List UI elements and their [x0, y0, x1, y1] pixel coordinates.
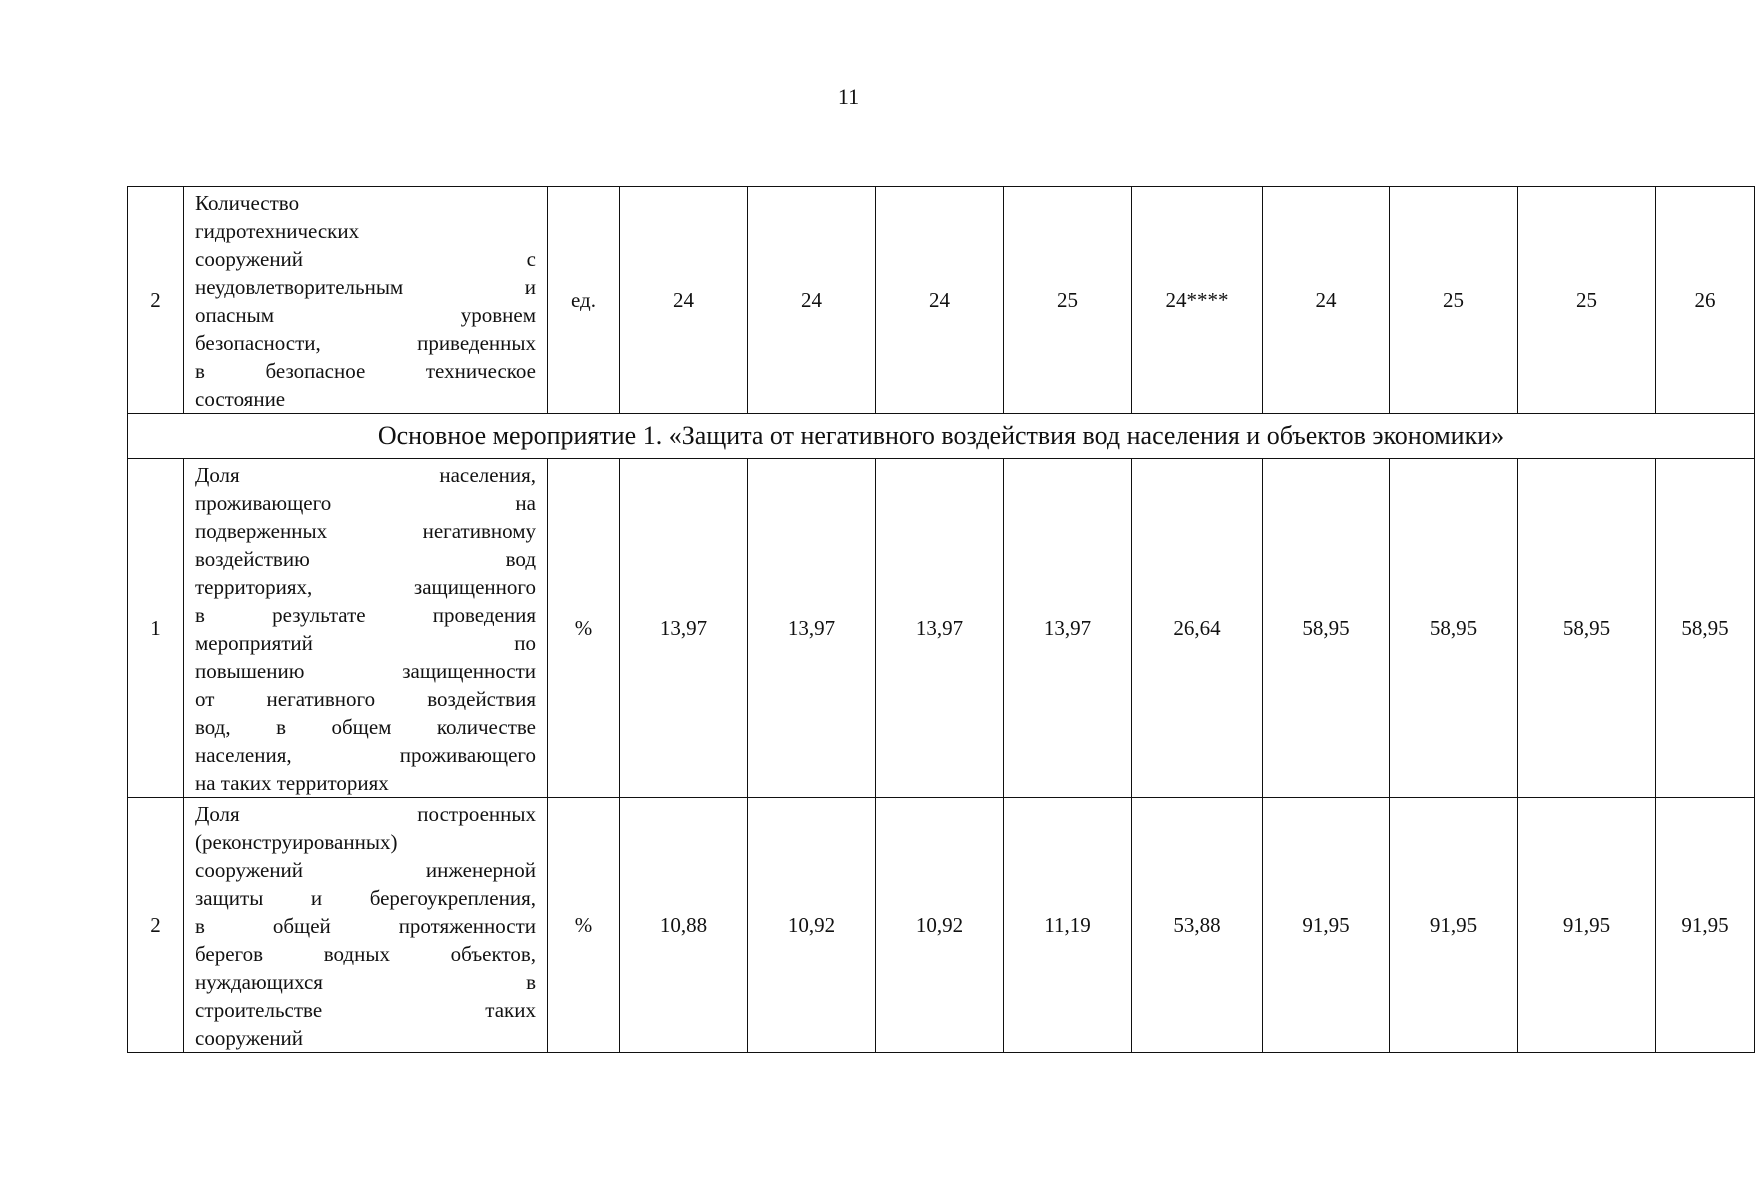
value-cell: 24 — [876, 187, 1004, 414]
description-line: воздействию вод — [195, 547, 536, 571]
description-line: безопасности, приведенных — [195, 331, 536, 355]
value-cell: 91,95 — [1518, 798, 1656, 1053]
unit-cell: ед. — [548, 187, 620, 414]
row-number: 2 — [128, 187, 184, 414]
table-row — [128, 798, 1755, 1053]
description-line: в общей протяженности — [195, 914, 536, 938]
value-cell: 13,97 — [876, 459, 1004, 798]
value-cell: 13,97 — [620, 459, 748, 798]
indicator-description — [184, 459, 548, 798]
description-line: сооружений инженерной — [195, 858, 536, 882]
value-cell: 10,92 — [876, 798, 1004, 1053]
value-cell: 13,97 — [1004, 459, 1132, 798]
value-cell: 13,97 — [748, 459, 876, 798]
description-line: от негативного воздействия — [195, 687, 536, 711]
section-row — [128, 414, 1755, 459]
page-number: 11 — [837, 84, 860, 109]
description-line: проживающего на — [195, 491, 536, 515]
description-line: защиты и берегоукрепления, — [195, 886, 536, 910]
value-cell: 24 — [1263, 187, 1390, 414]
value-cell: 25 — [1518, 187, 1656, 414]
description-line: мероприятий по — [195, 631, 536, 655]
description-line: территориях, защищенного — [195, 575, 536, 599]
description-line: подверженных негативному — [195, 519, 536, 543]
description-line: населения, проживающего — [195, 743, 536, 767]
row-number: 1 — [128, 459, 184, 798]
value-cell: 25 — [1390, 187, 1518, 414]
unit-cell: % — [548, 459, 620, 798]
value-cell: 25 — [1004, 187, 1132, 414]
section-title: Основное мероприятие 1. «Защита от негативного воздействия вод населения и объектов экономики» — [128, 414, 1755, 459]
description-line: строительстве таких — [195, 998, 536, 1022]
description-line: в результате проведения — [195, 603, 536, 627]
description-line: в безопасное техническое — [195, 359, 536, 383]
description-line: Количество — [195, 191, 300, 215]
value-cell: 91,95 — [1656, 798, 1755, 1053]
indicator-description — [184, 798, 548, 1053]
value-cell: 53,88 — [1132, 798, 1263, 1053]
description-line: повышению защищенности — [195, 659, 536, 683]
indicator-description — [184, 187, 548, 414]
description-line: сооружений с — [195, 247, 536, 271]
value-cell: 24 — [748, 187, 876, 414]
description-line: состояние — [195, 387, 286, 411]
description-line: сооружений — [195, 1026, 304, 1050]
description-line: вод, в общем количестве — [195, 715, 536, 739]
description-line: неудовлетворительным и — [195, 275, 536, 299]
indicators-table — [127, 186, 1755, 1053]
description-line: (реконструированных) — [195, 830, 398, 854]
value-cell: 11,19 — [1004, 798, 1132, 1053]
table-row — [128, 187, 1755, 414]
row-number: 2 — [128, 798, 184, 1053]
value-cell: 26,64 — [1132, 459, 1263, 798]
value-cell: 10,92 — [748, 798, 876, 1053]
description-line: на таких территориях — [195, 771, 389, 795]
value-cell: 91,95 — [1390, 798, 1518, 1053]
value-cell: 26 — [1656, 187, 1755, 414]
table-row — [128, 459, 1755, 798]
description-line: берегов водных объектов, — [195, 942, 536, 966]
unit-cell: % — [548, 798, 620, 1053]
description-line: Доля населения, — [195, 463, 536, 487]
value-cell: 58,95 — [1518, 459, 1656, 798]
value-cell: 24 — [620, 187, 748, 414]
value-cell: 24**** — [1132, 187, 1263, 414]
description-line: Доля построенных — [195, 802, 536, 826]
description-line: опасным уровнем — [195, 303, 536, 327]
value-cell: 10,88 — [620, 798, 748, 1053]
value-cell: 58,95 — [1263, 459, 1390, 798]
value-cell: 58,95 — [1656, 459, 1755, 798]
value-cell: 91,95 — [1263, 798, 1390, 1053]
description-line: нуждающихся в — [195, 970, 536, 994]
description-line: гидротехнических — [195, 219, 360, 243]
value-cell: 58,95 — [1390, 459, 1518, 798]
